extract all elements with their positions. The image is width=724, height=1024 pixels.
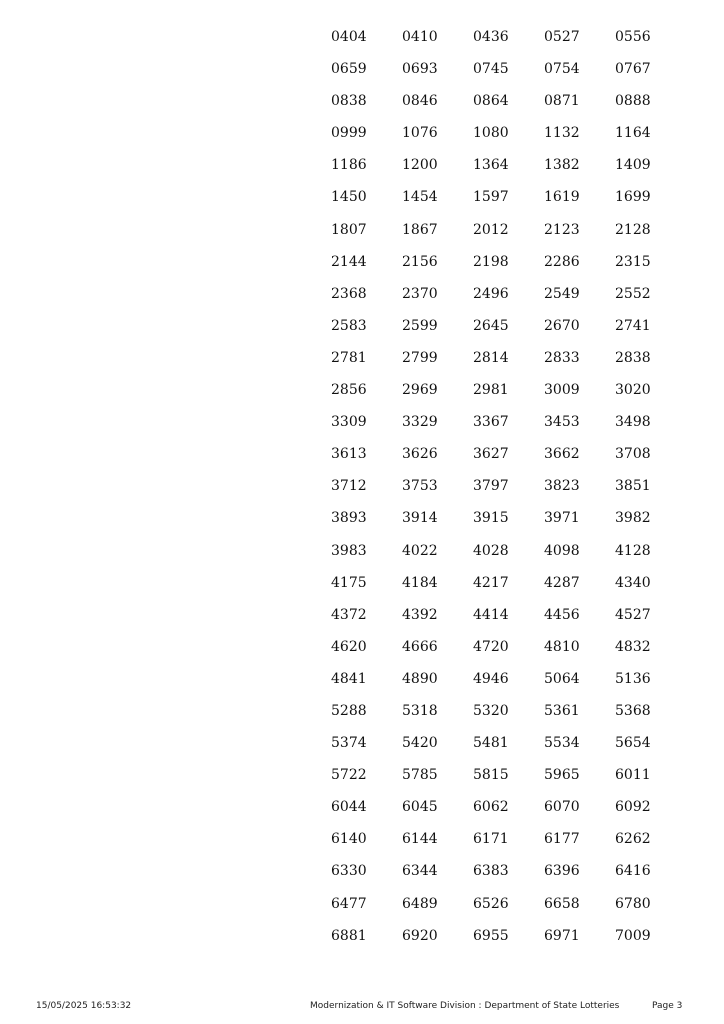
number-cell: 6330 bbox=[331, 863, 367, 880]
number-cell: 1186 bbox=[331, 157, 367, 174]
number-cell: 6171 bbox=[473, 831, 509, 848]
number-cell: 6396 bbox=[544, 863, 580, 880]
number-cell: 2833 bbox=[544, 349, 580, 366]
number-cell: 4890 bbox=[402, 670, 438, 687]
number-cell: 6011 bbox=[615, 767, 651, 784]
number-cell: 3020 bbox=[615, 382, 651, 399]
number-cell: 6955 bbox=[473, 927, 509, 944]
number-cell: 0410 bbox=[402, 29, 438, 45]
number-cell: 6780 bbox=[615, 895, 651, 912]
number-cell: 4414 bbox=[473, 606, 509, 623]
number-cell: 2981 bbox=[473, 382, 509, 399]
number-cell: 3498 bbox=[615, 414, 651, 431]
number-cell: 6044 bbox=[331, 799, 367, 816]
number-cell: 0745 bbox=[473, 61, 509, 78]
number-cell: 0846 bbox=[402, 93, 438, 110]
number-cell: 5374 bbox=[331, 735, 367, 752]
number-cell: 2370 bbox=[402, 285, 438, 302]
number-cell: 4810 bbox=[544, 638, 580, 655]
number-cell: 3893 bbox=[331, 510, 367, 527]
number-cell: 5288 bbox=[331, 702, 367, 719]
number-cell: 4287 bbox=[544, 574, 580, 591]
number-cell: 1364 bbox=[473, 157, 509, 174]
number-cell: 2741 bbox=[615, 317, 651, 334]
number-cell: 3712 bbox=[331, 478, 367, 495]
number-cell: 0693 bbox=[402, 61, 438, 78]
number-cell: 4028 bbox=[473, 542, 509, 559]
number-cell: 4720 bbox=[473, 638, 509, 655]
number-cell: 2549 bbox=[544, 285, 580, 302]
number-cell: 3753 bbox=[402, 478, 438, 495]
number-cell: 0871 bbox=[544, 93, 580, 110]
number-cell: 5420 bbox=[402, 735, 438, 752]
number-cell: 6177 bbox=[544, 831, 580, 848]
number-cell: 3983 bbox=[331, 542, 367, 559]
winning-numbers-grid bbox=[331, 28, 686, 959]
number-cell: 6092 bbox=[615, 799, 651, 816]
number-cell: 5785 bbox=[402, 767, 438, 784]
number-cell: 2969 bbox=[402, 382, 438, 399]
number-cell: 7009 bbox=[615, 927, 651, 944]
number-cell: 2123 bbox=[544, 221, 580, 238]
number-cell: 6489 bbox=[402, 895, 438, 912]
number-cell: 1132 bbox=[544, 125, 580, 142]
number-cell: 0864 bbox=[473, 93, 509, 110]
number-cell: 0767 bbox=[615, 61, 651, 78]
number-cell: 1076 bbox=[402, 125, 438, 142]
number-cell: 1699 bbox=[615, 189, 651, 206]
number-cell: 2012 bbox=[473, 221, 509, 238]
number-cell: 5320 bbox=[473, 702, 509, 719]
number-cell: 6920 bbox=[402, 927, 438, 944]
number-cell: 6383 bbox=[473, 863, 509, 880]
number-cell: 4666 bbox=[402, 638, 438, 655]
number-cell: 0888 bbox=[615, 93, 651, 110]
number-cell: 1164 bbox=[615, 125, 651, 142]
number-cell: 3708 bbox=[615, 446, 651, 463]
number-cell: 6416 bbox=[615, 863, 651, 880]
footer-timestamp: 15/05/2025 16:53:32 bbox=[36, 1001, 132, 1011]
number-cell: 3453 bbox=[544, 414, 580, 431]
number-cell: 1454 bbox=[402, 189, 438, 206]
footer-division: Modernization & IT Software Division : Department of State Lotteries bbox=[310, 1001, 620, 1011]
number-cell: 1080 bbox=[473, 125, 509, 142]
number-cell: 6045 bbox=[402, 799, 438, 816]
number-cell: 5481 bbox=[473, 735, 509, 752]
number-cell: 3982 bbox=[615, 510, 651, 527]
number-cell: 6262 bbox=[615, 831, 651, 848]
number-cell: 5318 bbox=[402, 702, 438, 719]
number-cell: 4340 bbox=[615, 574, 651, 591]
number-cell: 3797 bbox=[473, 478, 509, 495]
number-cell: 4841 bbox=[331, 670, 367, 687]
number-cell: 2799 bbox=[402, 349, 438, 366]
number-cell: 5654 bbox=[615, 735, 651, 752]
number-cell: 1867 bbox=[402, 221, 438, 238]
number-cell: 2552 bbox=[615, 285, 651, 302]
number-cell: 6344 bbox=[402, 863, 438, 880]
number-cell: 0754 bbox=[544, 61, 580, 78]
number-cell: 4184 bbox=[402, 574, 438, 591]
number-cell: 0999 bbox=[331, 125, 367, 142]
number-cell: 2670 bbox=[544, 317, 580, 334]
number-cell: 6062 bbox=[473, 799, 509, 816]
number-cell: 2496 bbox=[473, 285, 509, 302]
number-cell: 4456 bbox=[544, 606, 580, 623]
number-cell: 6881 bbox=[331, 927, 367, 944]
number-cell: 5136 bbox=[615, 670, 651, 687]
number-cell: 2144 bbox=[331, 253, 367, 270]
number-cell: 1200 bbox=[402, 157, 438, 174]
number-cell: 2156 bbox=[402, 253, 438, 270]
number-cell: 2128 bbox=[615, 221, 651, 238]
number-cell: 6070 bbox=[544, 799, 580, 816]
footer-page-number: Page 3 bbox=[652, 1001, 683, 1011]
number-cell: 1619 bbox=[544, 189, 580, 206]
number-cell: 4832 bbox=[615, 638, 651, 655]
number-cell: 4620 bbox=[331, 638, 367, 655]
number-cell: 3851 bbox=[615, 478, 651, 495]
number-cell: 4217 bbox=[473, 574, 509, 591]
number-cell: 3626 bbox=[402, 446, 438, 463]
number-cell: 5815 bbox=[473, 767, 509, 784]
number-cell: 4022 bbox=[402, 542, 438, 559]
number-cell: 1807 bbox=[331, 221, 367, 238]
number-cell: 2645 bbox=[473, 317, 509, 334]
number-cell: 5368 bbox=[615, 702, 651, 719]
number-cell: 5965 bbox=[544, 767, 580, 784]
number-cell: 0659 bbox=[331, 61, 367, 78]
number-cell: 6658 bbox=[544, 895, 580, 912]
number-cell: 4372 bbox=[331, 606, 367, 623]
number-cell: 4946 bbox=[473, 670, 509, 687]
number-cell: 3309 bbox=[331, 414, 367, 431]
number-cell: 3914 bbox=[402, 510, 438, 527]
number-cell: 3329 bbox=[402, 414, 438, 431]
number-cell: 4527 bbox=[615, 606, 651, 623]
number-cell: 2368 bbox=[331, 285, 367, 302]
number-cell: 2315 bbox=[615, 253, 651, 270]
number-cell: 5534 bbox=[544, 735, 580, 752]
number-cell: 0527 bbox=[544, 29, 580, 45]
number-cell: 3915 bbox=[473, 510, 509, 527]
number-cell: 4175 bbox=[331, 574, 367, 591]
number-cell: 2583 bbox=[331, 317, 367, 334]
number-cell: 0838 bbox=[331, 93, 367, 110]
number-cell: 3613 bbox=[331, 446, 367, 463]
number-cell: 1450 bbox=[331, 189, 367, 206]
number-cell: 2814 bbox=[473, 349, 509, 366]
number-cell: 6526 bbox=[473, 895, 509, 912]
number-cell: 2198 bbox=[473, 253, 509, 270]
number-cell: 2599 bbox=[402, 317, 438, 334]
number-cell: 3627 bbox=[473, 446, 509, 463]
number-cell: 2838 bbox=[615, 349, 651, 366]
number-cell: 0436 bbox=[473, 29, 509, 45]
number-cell: 6971 bbox=[544, 927, 580, 944]
number-cell: 1597 bbox=[473, 189, 509, 206]
number-cell: 0556 bbox=[615, 29, 651, 45]
number-cell: 3367 bbox=[473, 414, 509, 431]
number-cell: 0404 bbox=[331, 29, 367, 45]
number-cell: 3971 bbox=[544, 510, 580, 527]
number-cell: 2286 bbox=[544, 253, 580, 270]
number-cell: 5722 bbox=[331, 767, 367, 784]
number-cell: 5064 bbox=[544, 670, 580, 687]
number-cell: 1409 bbox=[615, 157, 651, 174]
number-cell: 5361 bbox=[544, 702, 580, 719]
number-cell: 6144 bbox=[402, 831, 438, 848]
number-cell: 4098 bbox=[544, 542, 580, 559]
number-cell: 4128 bbox=[615, 542, 651, 559]
number-cell: 3009 bbox=[544, 382, 580, 399]
number-cell: 1382 bbox=[544, 157, 580, 174]
number-cell: 6477 bbox=[331, 895, 367, 912]
number-cell: 4392 bbox=[402, 606, 438, 623]
number-cell: 2781 bbox=[331, 349, 367, 366]
number-cell: 3662 bbox=[544, 446, 580, 463]
number-cell: 2856 bbox=[331, 382, 367, 399]
number-cell: 3823 bbox=[544, 478, 580, 495]
number-cell: 6140 bbox=[331, 831, 367, 848]
